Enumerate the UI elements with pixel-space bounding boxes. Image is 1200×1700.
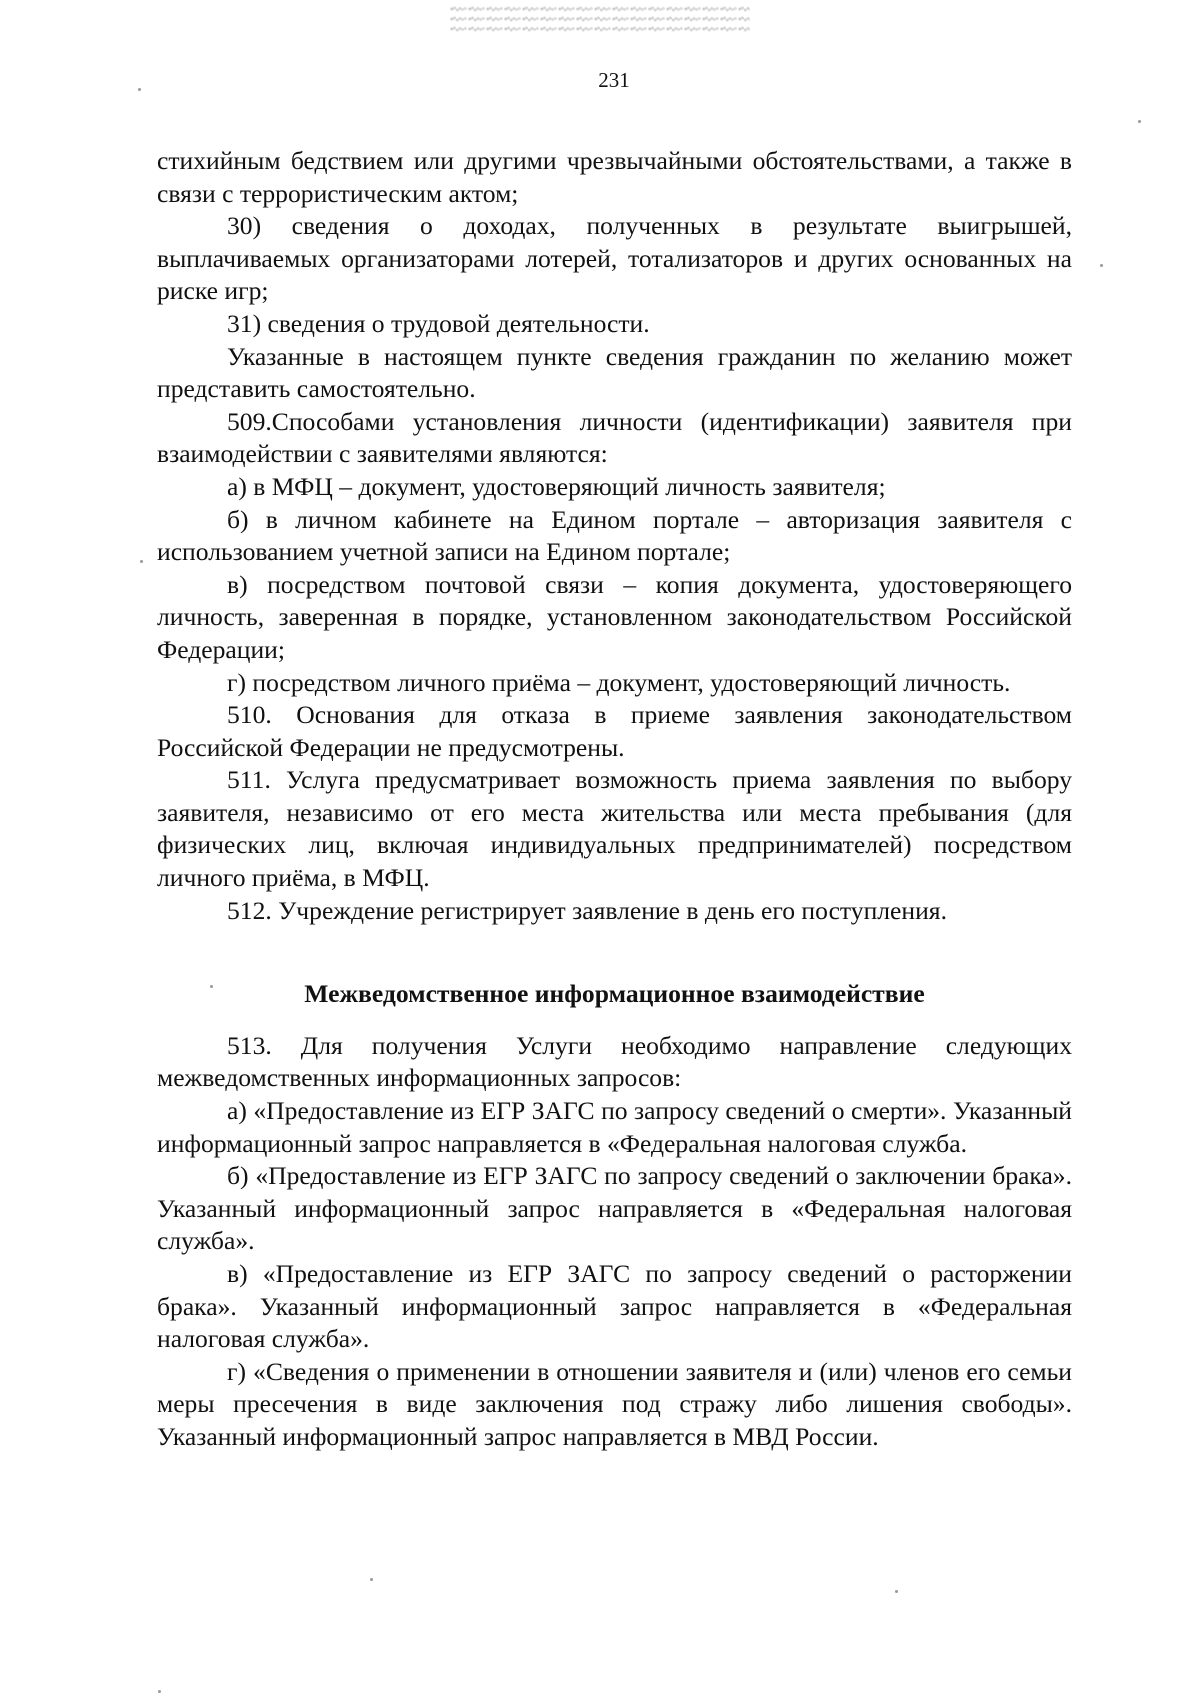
scan-speck [895,1590,898,1593]
paragraph-item-30: 30) сведения о доходах, полученных в результате выигрышей, выплачиваемых организаторами лотерей, тотализаторов и других основанных на риске игр; [157,211,1072,306]
paragraph-continuation: стихийным бедствием или другими чрезвычайными обстоятельствами, а также в связи с террористическим актом; [157,146,1072,208]
scan-speck [138,88,141,91]
paragraph-item-31: 31) сведения о трудовой деятельности. [227,308,650,338]
section-heading: Межведомственное информационное взаимодействие [304,979,925,1009]
paragraph-item-510: 510. Основания для отказа в приеме заявления законодательством Российской Федерации не предусмотрены. [157,700,1072,762]
scan-artifact [450,4,750,34]
paragraph-item-513-v: в) «Предоставление из ЕГР ЗАГС по запросу сведений о расторжении брака». Указанный информационный запрос направляется в «Федеральная налоговая служба». [157,1259,1072,1354]
paragraph-item-512: 512. Учреждение регистрирует заявление в день его поступления. [227,895,947,925]
paragraph-note: Указанные в настоящем пункте сведения гражданин по желанию может представить самостоятельно. [157,341,1072,404]
paragraph-item-509: 509.Способами установления личности (идентификации) заявителя при взаимодействии с заявителями являются: [157,406,1072,469]
paragraph-item-509-b: б) в личном кабинете на Едином портале – авторизация заявителя с использованием учетной записи на Едином портале; [157,504,1072,567]
paragraph-item-511: 511. Услуга предусматривает возможность приема заявления по выбору заявителя, независимо от его места жительства или места пребывания (для физических лиц, включая индивидуальных предпринимателей) посредством личного приёма, в МФЦ. [157,765,1072,893]
document-body [157,145,1072,1454]
paragraph-item-513-g: г) «Сведения о применении в отношении заявителя и (или) членов его семьи меры пресечения в виде заключения под стражу либо лишения свободы». Указанный информационный запрос направляется в МВД России. [157,1356,1072,1451]
paragraph-item-513: 513. Для получения Услуги необходимо направление следующих межведомственных информационных запросов: [157,1030,1072,1093]
scan-speck [158,1690,161,1693]
paragraph-item-513-b: б) «Предоставление из ЕГР ЗАГС по запросу сведений о заключении брака». Указанный информационный запрос направляется в «Федеральная налоговая служба». [157,1161,1072,1256]
scan-speck [1100,264,1103,267]
scan-speck [1138,120,1141,123]
page-number: 231 [598,68,630,92]
paragraph-item-513-a: а) «Предоставление из ЕГР ЗАГС по запросу сведений о смерти». Указанный информационный запрос направляется в «Федеральная налоговая служба. [157,1096,1072,1158]
paragraph-item-509-g: г) посредством личного приёма – документ, удостоверяющий личность. [227,667,1011,697]
paragraph-item-509-v: в) посредством почтовой связи – копия документа, удостоверяющего личность, заверенная в порядке, установленном законодательством Российской Федерации; [157,569,1072,664]
scan-speck [140,560,143,563]
scan-speck [210,985,213,988]
paragraph-item-509-a: а) в МФЦ – документ, удостоверяющий личность заявителя; [227,471,886,501]
scan-speck [370,1578,373,1581]
